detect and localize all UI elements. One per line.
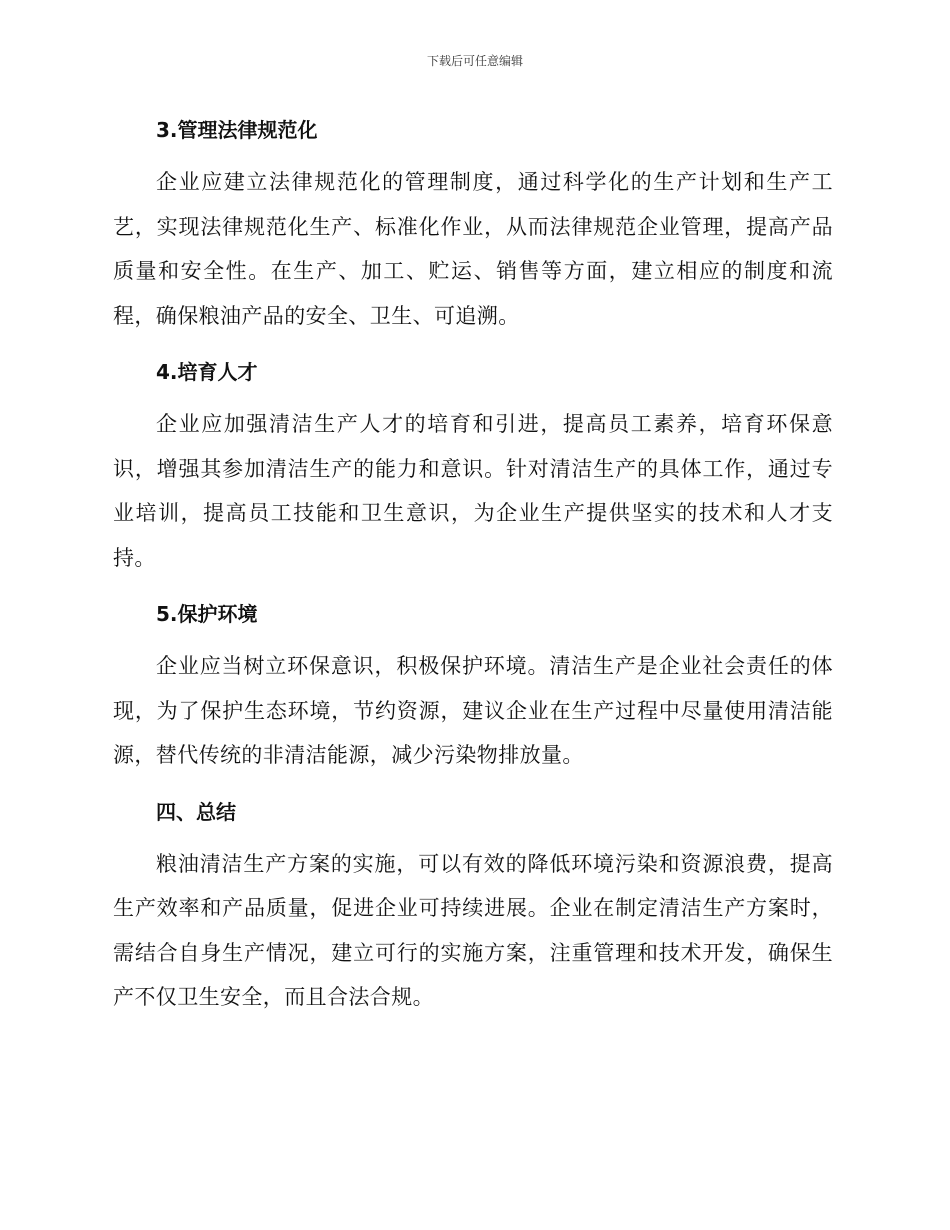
section-heading-4: 4.培育人才: [156, 360, 258, 384]
section-paragraph-4: 企业应加强清洁生产人才的培育和引进，提高员工素养，培育环保意识，增强其参加清洁生产的能力和意识。针对清洁生产的具体工作，通过专业培训，提高员工技能和卫生意识，为企业生产提供坚实的技术和人才支持。: [113, 412, 833, 570]
section-heading-summary: 四、总结: [156, 799, 236, 824]
section-paragraph-summary: 粮油清洁生产方案的实施，可以有效的降低环境污染和资源浪费，提高生产效率和产品质量，促进企业可持续进展。企业在制定清洁生产方案时，需结合自身生产情况，建立可行的实施方案，注重管理和技术开发，确保生产不仅卫生安全，而且合法合规。: [113, 851, 833, 1009]
section-paragraph-3: 企业应建立法律规范化的管理制度，通过科学化的生产计划和生产工艺，实现法律规范化生产、标准化作业，从而法律规范企业管理，提高产品质量和安全性。在生产、加工、贮运、销售等方面，建立相应的制度和流程，确保粮油产品的安全、卫生、可追溯。: [113, 170, 833, 328]
document-body: [113, 110, 833, 1020]
section-heading-3: 3.管理法律规范化: [156, 118, 318, 142]
section-paragraph-5: 企业应当树立环保意识，积极保护环境。清洁生产是企业社会责任的体现，为了保护生态环境，节约资源，建议企业在生产过程中尽量使用清洁能源，替代传统的非清洁能源，减少污染物排放量。: [113, 654, 833, 767]
section-heading-5: 5.保护环境: [156, 602, 258, 626]
page-header: 下载后可任意编辑: [426, 54, 523, 68]
